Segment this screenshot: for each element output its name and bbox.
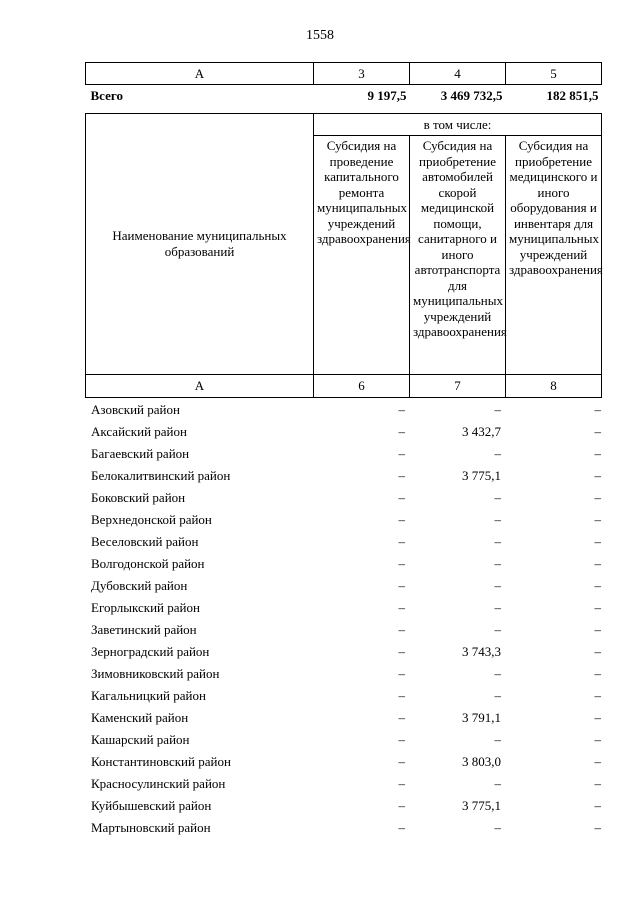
table-row	[85, 575, 601, 597]
value-col-6: –	[398, 644, 405, 659]
value-col-7: –	[494, 732, 501, 747]
table-row	[85, 421, 601, 443]
value-col-8: –	[594, 644, 601, 659]
value-col-7: –	[494, 666, 501, 681]
value-col-6: –	[398, 446, 405, 461]
value-col-6: –	[398, 798, 405, 813]
municipality-name: Зимовниковский район	[91, 666, 220, 681]
column-index-cell: 5	[506, 63, 602, 85]
municipality-name-header: Наименование муниципальных образований	[86, 114, 314, 375]
column-index-cell: 4	[410, 63, 506, 85]
table-row	[85, 597, 601, 619]
table-row	[85, 509, 601, 531]
value-col-8: –	[594, 556, 601, 571]
table-row	[85, 817, 601, 839]
table-row	[85, 685, 601, 707]
table-row	[85, 487, 601, 509]
value-col-6: –	[398, 820, 405, 835]
table-row	[85, 707, 601, 729]
value-col-6: –	[398, 776, 405, 791]
table-row	[85, 399, 601, 421]
municipality-name: Мартыновский район	[91, 820, 211, 835]
municipality-name: Азовский район	[91, 402, 180, 417]
value-col-7: –	[494, 402, 501, 417]
column-index-cell: А	[86, 63, 314, 85]
value-col-8: –	[594, 798, 601, 813]
value-col-8: –	[594, 468, 601, 483]
value-col-8: –	[594, 424, 601, 439]
municipality-name: Каменский район	[91, 710, 189, 725]
value-col-6: –	[398, 622, 405, 637]
municipality-name: Егорлыкский район	[91, 600, 200, 615]
subsidy-header-repair: Субсидия на проведение капитального ремонта муниципальных учреждений здравоохранения	[314, 136, 410, 375]
table-row	[85, 773, 601, 795]
table-row	[85, 443, 601, 465]
value-col-7: 3 791,1	[462, 710, 501, 725]
municipality-name: Верхнедонской район	[91, 512, 212, 527]
value-col-8: –	[594, 688, 601, 703]
municipality-name: Дубовский район	[91, 578, 188, 593]
summary-table	[85, 62, 602, 107]
value-col-7: –	[494, 776, 501, 791]
value-col-7: –	[494, 512, 501, 527]
value-col-6: –	[398, 754, 405, 769]
value-col-8: –	[594, 754, 601, 769]
value-col-8: –	[594, 732, 601, 747]
value-col-7: –	[494, 534, 501, 549]
municipality-name: Белокалитвинский район	[91, 468, 231, 483]
value-col-8: –	[594, 490, 601, 505]
value-col-8: –	[594, 402, 601, 417]
table-row	[85, 729, 601, 751]
value-col-6: –	[398, 556, 405, 571]
value-col-6: –	[398, 468, 405, 483]
municipality-name: Куйбышевский район	[91, 798, 212, 813]
value-col-6: –	[398, 666, 405, 681]
value-col-8: –	[594, 578, 601, 593]
value-col-7: –	[494, 688, 501, 703]
municipality-list	[85, 399, 601, 839]
column-index-cell: 7	[410, 375, 506, 398]
municipality-name: Заветинский район	[91, 622, 197, 637]
value-col-6: –	[398, 534, 405, 549]
value-col-6: –	[398, 578, 405, 593]
value-col-8: –	[594, 534, 601, 549]
value-col-7: –	[494, 490, 501, 505]
value-col-7: –	[494, 820, 501, 835]
value-col-6: –	[398, 732, 405, 747]
column-index-cell: А	[86, 375, 314, 398]
value-col-6: –	[398, 490, 405, 505]
value-col-7: 3 743,3	[462, 644, 501, 659]
column-index-row	[86, 375, 602, 398]
table-row	[85, 795, 601, 817]
total-value: 9 197,5	[367, 88, 407, 103]
value-col-6: –	[398, 710, 405, 725]
value-col-8: –	[594, 446, 601, 461]
value-col-8: –	[594, 512, 601, 527]
table-row	[85, 663, 601, 685]
municipality-name: Красносулинский район	[91, 776, 226, 791]
municipality-name: Зерноградский район	[91, 644, 210, 659]
value-col-6: –	[398, 512, 405, 527]
table-row	[85, 465, 601, 487]
value-col-6: –	[398, 424, 405, 439]
table-row	[85, 751, 601, 773]
municipality-name: Боковский район	[91, 490, 186, 505]
value-col-7: –	[494, 446, 501, 461]
municipality-name: Константиновский район	[91, 754, 231, 769]
total-value: 182 851,5	[546, 88, 599, 103]
value-col-7: –	[494, 556, 501, 571]
column-index-cell: 3	[314, 63, 410, 85]
column-index-row	[86, 63, 602, 85]
table-row	[85, 641, 601, 663]
municipality-name: Багаевский район	[91, 446, 190, 461]
municipality-name: Кашарский район	[91, 732, 190, 747]
column-index-cell: 6	[314, 375, 410, 398]
value-col-7: 3 775,1	[462, 798, 501, 813]
value-col-8: –	[594, 666, 601, 681]
value-col-8: –	[594, 820, 601, 835]
value-col-8: –	[594, 622, 601, 637]
table-row	[85, 619, 601, 641]
value-col-7: –	[494, 622, 501, 637]
municipality-name: Кагальницкий район	[91, 688, 206, 703]
table-row	[85, 553, 601, 575]
value-col-8: –	[594, 776, 601, 791]
column-index-cell: 8	[506, 375, 602, 398]
value-col-6: –	[398, 688, 405, 703]
total-row	[86, 85, 602, 108]
page-number: 1558	[306, 28, 334, 43]
total-label: Всего	[90, 88, 123, 103]
municipality-name: Аксайский район	[91, 424, 187, 439]
value-col-6: –	[398, 402, 405, 417]
value-col-7: –	[494, 578, 501, 593]
value-col-7: –	[494, 600, 501, 615]
total-value: 3 469 732,5	[440, 88, 503, 103]
value-col-7: 3 775,1	[462, 468, 501, 483]
value-col-7: 3 803,0	[462, 754, 501, 769]
table-row	[85, 531, 601, 553]
header-table	[85, 113, 602, 398]
municipality-name: Волгодонской район	[91, 556, 205, 571]
including-header: в том числе:	[314, 114, 602, 136]
subsidy-header-vehicles: Субсидия на приобретение автомобилей скорой медицинской помощи, санитарного и иного автотранспорта для муниципальных учреждений здравоохранения	[410, 136, 506, 375]
value-col-7: 3 432,7	[462, 424, 501, 439]
value-col-8: –	[594, 600, 601, 615]
value-col-6: –	[398, 600, 405, 615]
value-col-8: –	[594, 710, 601, 725]
municipality-name: Веселовский район	[91, 534, 199, 549]
subsidy-header-equipment: Субсидия на приобретение медицинского и иного оборудования и инвентаря для муниципальных учреждений здравоохранения	[506, 136, 602, 375]
